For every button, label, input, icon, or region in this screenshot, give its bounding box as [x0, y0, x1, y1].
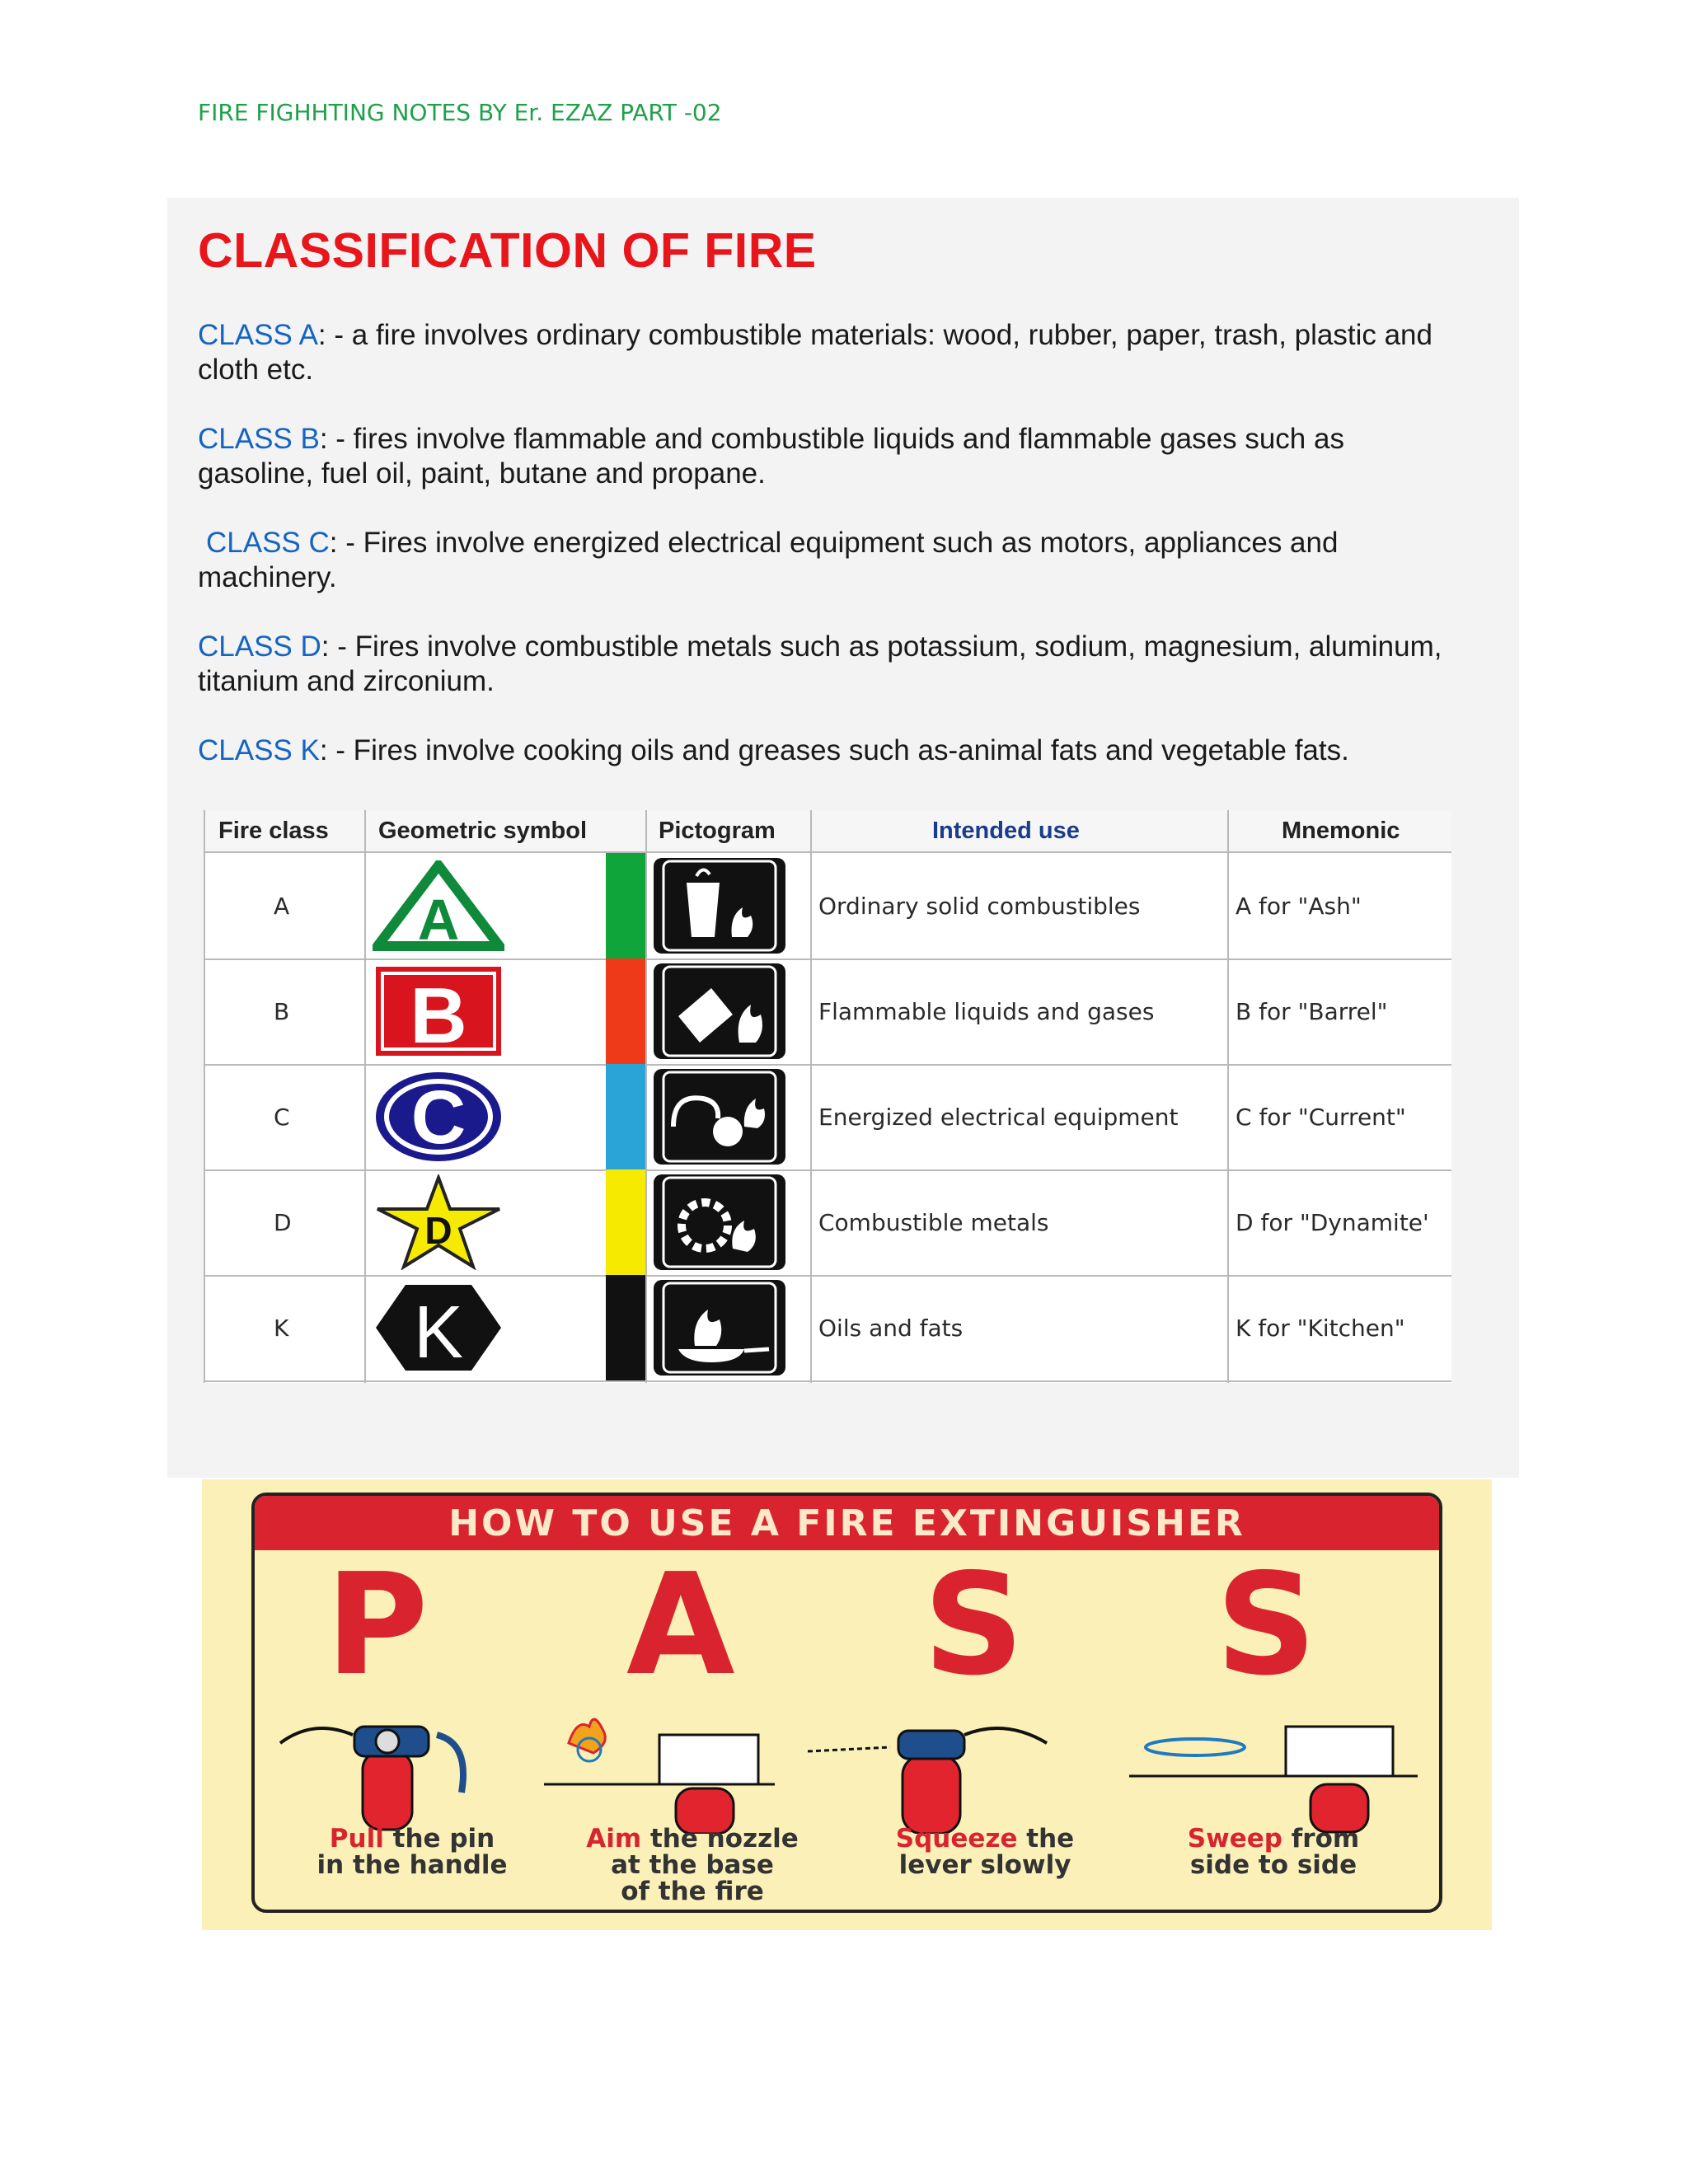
frying-pan-fire-pictogram-icon	[654, 1280, 785, 1376]
step-keyword: Sweep	[1187, 1824, 1283, 1854]
square-b-icon	[373, 963, 504, 1059]
class-label: CLASS A	[198, 319, 318, 351]
class-description: : - a fire involves ordinary combustible materials: wood, rubber, paper, trash, plastic and cloth etc.	[198, 319, 1432, 386]
pass-extinguisher-poster	[202, 1479, 1492, 1930]
hexagon-k-symbol-icon	[364, 1275, 513, 1380]
triangle-a-icon	[373, 860, 504, 951]
circle-c-symbol-icon	[364, 1064, 513, 1169]
step-text: side to side	[1189, 1850, 1357, 1880]
class-color-bar	[606, 958, 645, 1064]
class-d-paragraph	[198, 630, 1451, 699]
header-geometric-symbol: Geometric symbol	[378, 817, 588, 844]
class-label: CLASS C	[206, 527, 330, 559]
star-d-icon	[373, 1174, 504, 1270]
intended-use-cell: Combustible metals	[818, 1208, 1049, 1236]
metal-gear-fire-pictogram-icon	[654, 1174, 785, 1270]
mnemonic-cell: C for "Current"	[1236, 1103, 1406, 1131]
table-row	[204, 1275, 1451, 1382]
page-title: CLASSIFICATION OF FIRE	[198, 223, 817, 278]
class-description: : - Fires involve energized electrical equipment such as motors, appliances and machinery.	[198, 527, 1339, 593]
pictogram-cell	[654, 1169, 785, 1275]
class-description: : - Fires involve combustible metals such as potassium, sodium, magnesium, aluminum, titanium and zirconium.	[198, 630, 1442, 697]
fire-bin-pictogram-icon	[654, 858, 785, 954]
class-a-paragraph	[198, 318, 1451, 387]
table-divider	[645, 810, 647, 1383]
fire-class-cell: B	[274, 997, 290, 1025]
table-divider	[1227, 810, 1229, 1383]
pass-step-pull	[276, 1825, 548, 1878]
table-header-row	[204, 810, 1451, 853]
table-row	[204, 1169, 1451, 1277]
fire-class-cell: D	[274, 1208, 292, 1236]
star-d-symbol-icon	[364, 1169, 513, 1275]
pass-letter: S	[1216, 1544, 1317, 1707]
intended-use-cell: Oils and fats	[818, 1314, 964, 1342]
step-text: at the base	[611, 1850, 774, 1880]
pass-step-aim	[556, 1825, 828, 1905]
pass-step-squeeze	[849, 1825, 1121, 1878]
fuel-can-fire-pictogram-icon	[654, 963, 785, 1059]
table-divider	[364, 810, 366, 1383]
table-row	[204, 1064, 1451, 1171]
intended-use-cell: Energized electrical equipment	[818, 1103, 1179, 1131]
pictogram-cell	[654, 1275, 785, 1380]
header-fire-class: Fire class	[218, 817, 329, 844]
extinguisher-illustrations-icon	[264, 1710, 1434, 1834]
mnemonic-cell: B for "Barrel"	[1236, 997, 1388, 1025]
class-label: CLASS K	[198, 734, 320, 766]
class-k-paragraph	[198, 733, 1451, 768]
symbol-letter: A	[417, 888, 460, 951]
hexagon-k-icon	[373, 1280, 504, 1376]
fire-class-cell: A	[274, 892, 290, 920]
pass-letter: A	[626, 1544, 735, 1707]
pictogram-cell	[654, 958, 785, 1064]
step-text: lever slowly	[898, 1850, 1071, 1880]
table-row	[204, 853, 1451, 960]
mnemonic-cell: K for "Kitchen"	[1236, 1314, 1405, 1342]
triangle-a-symbol-icon	[364, 853, 513, 958]
class-b-paragraph	[198, 422, 1451, 491]
page-header: FIRE FIGHHTING NOTES BY Er. EZAZ PART -02	[198, 99, 722, 126]
symbol-letter: D	[424, 1209, 452, 1252]
step-text: the pin	[383, 1824, 495, 1854]
symbol-letter: B	[410, 972, 467, 1059]
step-text: from	[1282, 1824, 1360, 1854]
header-mnemonic: Mnemonic	[1282, 817, 1400, 844]
class-description: : - Fires involve cooking oils and greases such as-animal fats and vegetable fats.	[319, 734, 1349, 766]
step-keyword: Aim	[586, 1824, 642, 1854]
class-color-bar	[606, 1169, 645, 1275]
pictogram-cell	[654, 853, 785, 958]
header-pictogram: Pictogram	[659, 817, 776, 844]
step-keyword: Squeeze	[895, 1824, 1018, 1854]
header-intended-use: Intended use	[932, 817, 1080, 844]
symbol-letter: K	[413, 1291, 464, 1374]
intended-use-cell: Flammable liquids and gases	[818, 997, 1155, 1025]
table-divider	[810, 810, 812, 1383]
class-c-paragraph	[198, 526, 1451, 595]
step-keyword: Pull	[329, 1824, 384, 1854]
table-divider	[204, 810, 205, 1383]
pass-letter: S	[923, 1544, 1025, 1707]
class-description: : - fires involve flammable and combustible liquids and flammable gases such as gasoline, fuel oil, paint, butane and propane.	[198, 423, 1344, 490]
fire-class-table	[204, 810, 1451, 1383]
class-label: CLASS B	[198, 423, 320, 455]
step-text: the	[1017, 1824, 1075, 1854]
class-color-bar	[606, 1275, 645, 1380]
circle-c-icon	[373, 1069, 504, 1165]
fire-class-cell: C	[274, 1103, 290, 1131]
square-b-symbol-icon	[364, 958, 513, 1064]
step-text: the nozzle	[641, 1824, 799, 1854]
step-text: of the fire	[621, 1877, 764, 1906]
class-color-bar	[606, 853, 645, 958]
fire-class-cell: K	[274, 1314, 289, 1342]
class-color-bar	[606, 1064, 645, 1169]
pass-letter: P	[326, 1544, 429, 1707]
pictogram-cell	[654, 1064, 785, 1169]
intended-use-cell: Ordinary solid combustibles	[818, 892, 1141, 920]
step-text: in the handle	[316, 1850, 508, 1880]
symbol-letter: C	[410, 1076, 467, 1160]
pass-step-sweep	[1137, 1825, 1409, 1878]
poster-banner	[255, 1496, 1439, 1550]
mnemonic-cell: A for "Ash"	[1236, 892, 1362, 920]
class-label: CLASS D	[198, 630, 321, 663]
mnemonic-cell: D for "Dynamite'	[1236, 1208, 1429, 1236]
electrical-plug-fire-pictogram-icon	[654, 1069, 785, 1165]
poster-banner-text: HOW TO USE A FIRE EXTINGUISHER	[448, 1502, 1245, 1544]
table-row	[204, 958, 1451, 1066]
